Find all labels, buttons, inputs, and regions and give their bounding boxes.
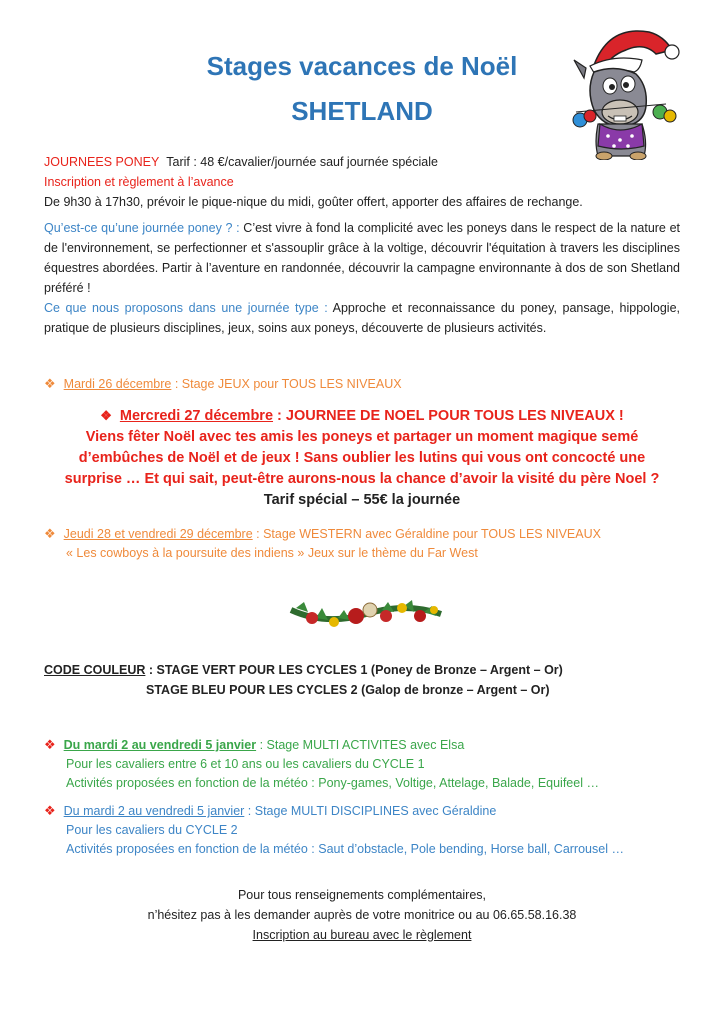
stage-multi-activites — [44, 735, 684, 793]
code-couleur-block — [44, 660, 684, 700]
stage-multi-disciplines-line3: Activités proposées en fonction de la météo : Saut d’obstacle, Pole bending, Horse ball, Carrousel … — [66, 842, 624, 856]
event-mardi-text: : Stage JEUX pour TOUS LES NIVEAUX — [171, 377, 402, 391]
title-line1: Stages vacances de Noël — [206, 51, 518, 81]
inscription-text: Inscription et règlement à l’avance — [44, 175, 234, 189]
tarif-text: Tarif : 48 €/cavalier/journée sauf journée spéciale — [166, 155, 438, 169]
journees-label: JOURNEES PONEY — [44, 155, 160, 169]
code-couleur-line2: STAGE BLEU POUR LES CYCLES 2 (Galop de bronze – Argent – Or) — [146, 683, 550, 697]
footer-line3: Inscription au bureau avec le règlement — [252, 928, 472, 942]
event-mercredi-body: Viens fêter Noël avec tes amis les poneys et partager un moment magique semé d’embûches de Noël et de jeux ! Sans oublier les lutins qui vous ont concocté une surprise … Et qui sait, peut-être aurons-nous la chance d’avoir la visité du père Noel ? — [64, 429, 660, 487]
stage-multi-activites-text: : Stage MULTI ACTIVITES avec Elsa — [256, 738, 465, 752]
footer-line1: Pour tous renseignements complémentaires, — [237, 888, 487, 902]
event-mardi — [44, 374, 684, 394]
event-jeudi-subtitle: « Les cowboys à la poursuite des indiens » Jeux sur le thème du Far West — [66, 546, 478, 560]
event-jeudi-date: Jeudi 28 et vendredi 29 décembre — [63, 527, 253, 541]
bullet-icon: ❖ — [44, 737, 56, 752]
bullet-icon: ❖ — [100, 408, 112, 423]
footer-line2: n’hésitez pas à les demander auprès de votre monitrice ou au 06.65.58.16.38 — [147, 908, 577, 922]
stage-multi-disciplines — [44, 801, 684, 859]
bullet-icon: ❖ — [44, 526, 56, 541]
question-answer: C’est vivre à fond la complicité avec les poneys dans le respect de la nature et de l'environnement, se perfectionner et s'assouplir grâce à la voltige, découvrir l'équitation à travers les disciplines équestres abordées. Partir à l’aventure en randonnée, découvrir la campagne environnante à dos de son Shetland préféré ! — [44, 221, 680, 295]
title-line2: SHETLAND — [291, 96, 433, 126]
bullet-icon: ❖ — [44, 803, 56, 818]
code-couleur-line1: : STAGE VERT POUR LES CYCLES 1 (Poney de Bronze – Argent – Or) — [145, 663, 563, 677]
stage-multi-disciplines-text: : Stage MULTI DISCIPLINES avec Géraldine — [244, 804, 497, 818]
horaires-text: De 9h30 à 17h30, prévoir le pique-nique du midi, goûter offert, apporter des affaires de rechange. — [44, 195, 583, 209]
event-jeudi-text: : Stage WESTERN avec Géraldine pour TOUS LES NIVEAUX — [252, 527, 601, 541]
journee-type-text: Approche et reconnaissance du poney, pansage, hippologie, pratique de plusieurs disciplines, jeux, soins aux poneys, découverte de plusieurs activités. — [44, 301, 680, 335]
christmas-donkey-illustration — [564, 20, 684, 160]
event-mercredi — [0, 405, 724, 511]
bullet-icon: ❖ — [44, 376, 56, 391]
description-block — [44, 218, 680, 338]
footer — [0, 885, 724, 945]
journee-type-label: Ce que nous proposons dans une journée type : — [44, 301, 328, 315]
code-couleur-label: CODE COULEUR — [44, 663, 146, 677]
event-mercredi-headline: : JOURNEE DE NOEL POUR TOUS LES NIVEAUX ! — [273, 408, 624, 424]
stage-multi-activites-date: Du mardi 2 au vendredi 5 janvier — [63, 738, 257, 752]
intro-block — [44, 152, 680, 212]
event-jeudi — [44, 524, 684, 563]
event-mardi-date: Mardi 26 décembre — [63, 377, 172, 391]
stage-multi-disciplines-line2: Pour les cavaliers du CYCLE 2 — [66, 823, 238, 837]
christmas-garland-decoration — [286, 588, 446, 638]
stage-multi-activites-line3: Activités proposées en fonction de la météo : Pony-games, Voltige, Attelage, Balade, Equifeel … — [66, 776, 599, 790]
stage-multi-activites-line2: Pour les cavaliers entre 6 et 10 ans ou les cavaliers du CYCLE 1 — [66, 757, 425, 771]
event-mercredi-tarif: Tarif spécial – 55€ la journée — [263, 492, 461, 508]
question-label: Qu’est-ce qu’une journée poney ? : — [44, 221, 240, 235]
stage-multi-disciplines-date: Du mardi 2 au vendredi 5 janvier — [63, 804, 245, 818]
event-mercredi-date: Mercredi 27 décembre — [119, 408, 274, 424]
